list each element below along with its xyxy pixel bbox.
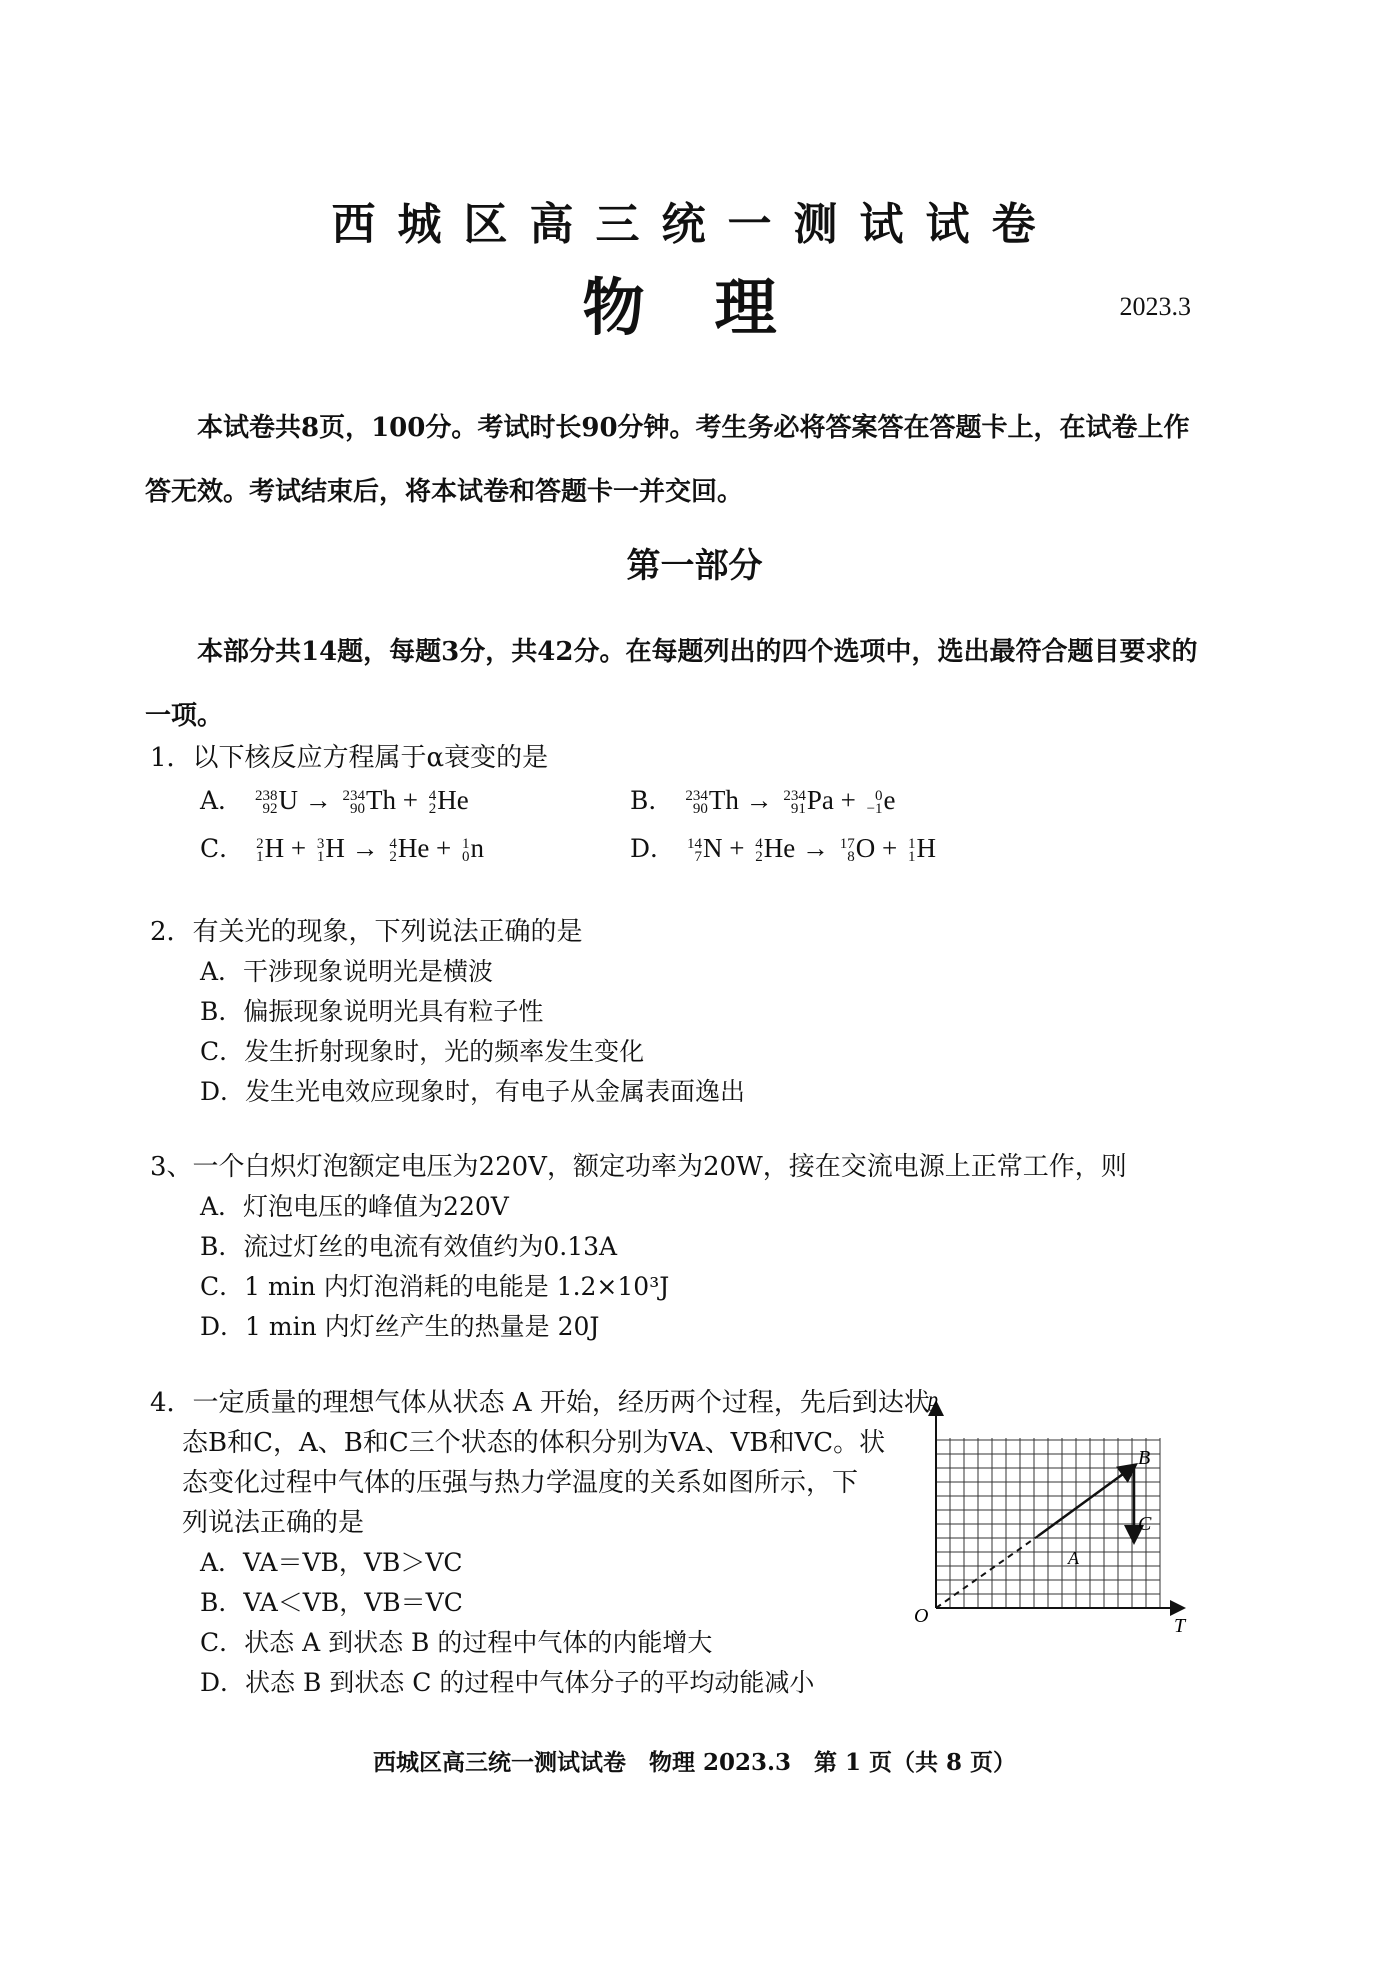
q2-stem: 2．有关光的现象，下列说法正确的是 <box>150 917 583 947</box>
part-title: 第一部分 <box>626 546 763 586</box>
q4-option-c: C．状态 A 到状态 B 的过程中气体的内能增大 <box>200 1628 713 1657</box>
q4-stem-line-2: 态B和C，A、B和C三个状态的体积分别为VA、VB和VC。状 <box>182 1428 886 1458</box>
q3-option-c: C．1 min 内灯泡消耗的电能是 1.2×10³J <box>200 1272 670 1301</box>
graph-grid <box>936 1438 1160 1608</box>
q4-option-a: A．VA＝VB，VB＞VC <box>200 1548 463 1577</box>
q3-option-d: D．1 min 内灯丝产生的热量是 20J <box>200 1312 600 1341</box>
exam-title: 西城区高三统一测试试卷 <box>331 199 1058 250</box>
q4-stem-line-3: 态变化过程中气体的压强与热力学温度的关系如图所示，下 <box>182 1468 859 1498</box>
part-desc-line-2: 一项。 <box>145 701 224 731</box>
q4-option-b: B．VA＜VB，VB＝VC <box>200 1588 463 1617</box>
q1-option-c: C． 2 1 H + 3 1 H → 4 2 He + 1 0 n <box>200 833 485 865</box>
dashed-extension-line <box>936 1536 1038 1608</box>
origin-label: O <box>914 1605 929 1627</box>
subject-title: 物理 <box>582 271 847 344</box>
q3-option-a: A．灯泡电压的峰值为220V <box>200 1192 509 1221</box>
q1-option-b: B． 234 90 Th → 234 91 Pa + 0 −1 e <box>630 785 896 817</box>
q4-stem-line-4: 列说法正确的是 <box>182 1508 365 1538</box>
pt-graph <box>910 1390 1200 1640</box>
page-footer: 西城区高三统一测试试卷 物理 2023.3 第 1 页（共 8 页） <box>372 1749 1017 1776</box>
q1-option-d: D． 14 7 N + 4 2 He → 17 8 O + 1 1 H <box>630 833 936 865</box>
q2-option-a: A．干涉现象说明光是横波 <box>200 957 494 986</box>
process-a-to-b <box>1038 1466 1134 1536</box>
point-b-label: B <box>1138 1447 1151 1469</box>
t-axis-label: T <box>1174 1615 1186 1637</box>
part-description <box>145 620 1205 748</box>
p-axis-label: p <box>928 1390 938 1411</box>
point-c-label: C <box>1138 1513 1152 1535</box>
q3-option-b: B．流过灯丝的电流有效值约为0.13A <box>200 1232 618 1261</box>
q1-stem: 1．以下核反应方程属于α衰变的是 <box>150 743 549 773</box>
q1-option-a: A． 238 92 U → 234 90 Th + 4 2 He <box>200 785 469 817</box>
q4-stem-line-1: 4．一定质量的理想气体从状态 A 开始，经历两个过程，先后到达状 <box>150 1388 930 1418</box>
intro-line-2: 答无效。考试结束后，将本试卷和答题卡一并交回。 <box>145 477 744 507</box>
q3-stem: 3、一个白炽灯泡额定电压为220V，额定功率为20W，接在交流电源上正常工作，则 <box>150 1152 1127 1182</box>
intro-paragraph <box>145 396 1205 524</box>
part-desc-line-1: 本部分共14题，每题3分，共42分。在每题列出的四个选项中，选出最符合题目要求的 <box>197 637 1198 667</box>
q2-option-c: C．发生折射现象时，光的频率发生变化 <box>200 1037 645 1066</box>
q2-option-b: B．偏振现象说明光具有粒子性 <box>200 997 544 1026</box>
exam-date: 2023.3 <box>1119 292 1191 321</box>
point-a-label: A <box>1068 1548 1079 1568</box>
q4-option-d: D．状态 B 到状态 C 的过程中气体分子的平均动能减小 <box>200 1668 815 1697</box>
q2-option-d: D．发生光电效应现象时，有电子从金属表面逸出 <box>200 1077 746 1106</box>
intro-line-1: 本试卷共8页，100分。考试时长90分钟。考生务必将答案答在答题卡上，在试卷上作 <box>197 413 1190 443</box>
